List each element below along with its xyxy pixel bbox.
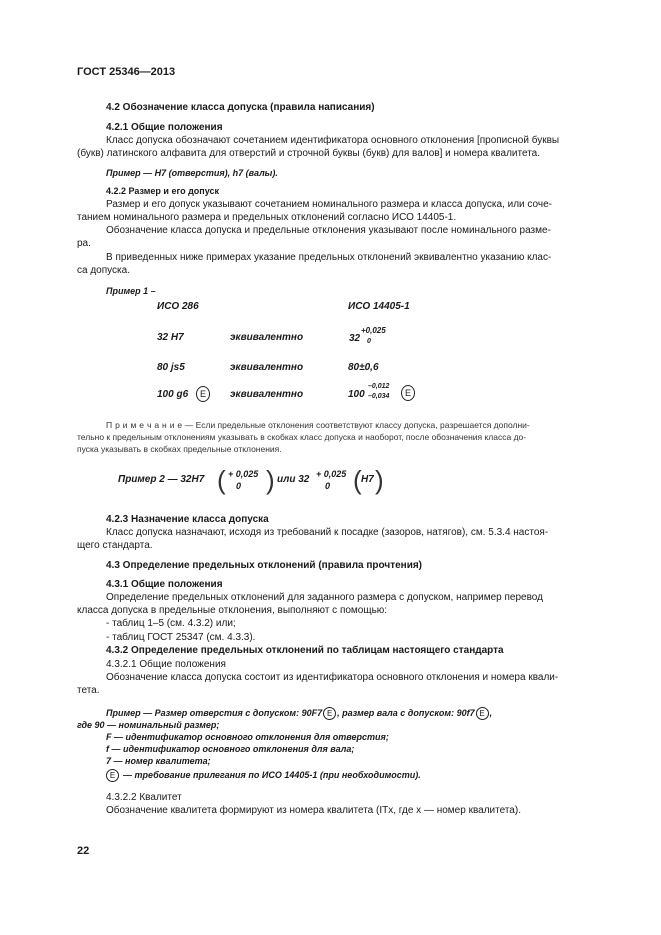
example-2-class: H7 <box>361 474 374 485</box>
example-3-text: Пример — Размер отверстия с допуском: 90F7 <box>106 707 323 718</box>
example-3-line <box>106 707 492 720</box>
open-paren-icon: ( <box>217 465 226 495</box>
example-3-text: , размер вала с допуском: 90f7 <box>337 707 475 718</box>
example-2-or: или 32 <box>277 474 310 485</box>
lower-deviation: 0 <box>367 338 371 345</box>
example-3-line: где 90 — номинальный размер; <box>77 720 220 730</box>
example-1-col-iso286: ИСО 286 <box>157 301 199 312</box>
paragraph-line: танием номинального размера и предельных отклонений согласно ИСО 14405-1. <box>77 212 457 223</box>
envelope-e-icon: E <box>106 769 119 782</box>
paragraph-line: (букв) латинского алфавита для отверстий и строчной буквы (букв) для валов] и номера квалитета. <box>77 148 540 159</box>
page-number: 22 <box>77 845 90 857</box>
paragraph-line: ра. <box>77 238 91 249</box>
example-3-line: 7 — номер квалитета; <box>106 756 211 766</box>
paragraph-line: Размер и его допуск указывают сочетанием номинального размера и класса допуска, или соче- <box>106 199 552 210</box>
section-4-3-title: 4.3 Определение предельных отклонений (правила прочтения) <box>106 560 423 571</box>
example-1-row-mid: эквивалентно <box>230 332 304 343</box>
upper-deviation: –0,012 <box>368 383 390 390</box>
section-4-3-2-title: 4.3.2 Определение предельных отклонений по таблицам настоящего стандарта <box>106 645 504 656</box>
example-1-row-mid: эквивалентно <box>230 389 304 400</box>
note-lead: П р и м е ч а н и е <box>106 420 183 430</box>
example-1-label: Пример 1 – <box>106 286 156 296</box>
paragraph-line: щего стандарта. <box>77 540 153 551</box>
list-item: - таблиц 1–5 (см. 4.3.2) или; <box>106 618 236 629</box>
example-1-row-mid: эквивалентно <box>230 362 304 373</box>
section-4-2-2-title: 4.2.2 Размер и его допуск <box>106 186 220 196</box>
envelope-e-icon: E <box>476 707 489 720</box>
example-3-line <box>106 769 421 782</box>
paragraph-line: Обозначение класса допуска и предельные отклонения указывают после номинального разме- <box>106 225 551 236</box>
upper-deviation: +0,025 <box>361 326 386 335</box>
envelope-e-icon: E <box>323 707 336 720</box>
section-4-3-2-2-title: 4.3.2.2 Квалитет <box>106 792 182 803</box>
example-1-row-right: 32 <box>349 333 361 344</box>
paragraph-line: са допуска. <box>77 265 130 276</box>
document-header: ГОСТ 25346—2013 <box>77 66 176 78</box>
example-1-row-right: 80±0,6 <box>348 362 379 373</box>
section-4-3-1-title: 4.3.1 Общие положения <box>106 579 223 590</box>
note-text: — Если предельные отклонения соответствуют классу допуска, разрешается дополни- <box>182 420 530 430</box>
example-3-text: , <box>489 707 493 718</box>
paragraph-line: Обозначение квалитета формируют из номера квалитета (ITx, где x — номер квалитета). <box>106 805 521 816</box>
example-1-row-left: 80 js5 <box>157 362 185 373</box>
section-4-2-1-title: 4.2.1 Общие положения <box>106 122 223 133</box>
close-paren-icon: ) <box>266 465 275 495</box>
example-1-row-left: 32 H7 <box>157 332 184 343</box>
lower-deviation: –0,034 <box>368 393 390 400</box>
example-1-col-iso14405: ИСО 14405-1 <box>348 301 410 312</box>
envelope-e-icon: E <box>196 386 210 402</box>
envelope-e-icon: E <box>401 385 415 401</box>
lower-deviation: 0 <box>236 481 242 491</box>
paragraph-line: Определение предельных отклонений для заданного размера с допуском, например перевод <box>106 592 543 603</box>
open-paren-icon: ( <box>353 465 362 495</box>
note-line <box>106 420 530 430</box>
paragraph-line: тета. <box>77 685 100 696</box>
paragraph-line: Обозначение класса допуска состоит из идентификатора основного отклонения и номера квали- <box>106 672 559 683</box>
example-1-row-right: 100 <box>348 389 365 400</box>
paragraph-line: Класс допуска обозначают сочетанием идентификатора основного отклонения [прописной буквы <box>106 135 560 146</box>
close-paren-icon: ) <box>375 465 384 495</box>
section-4-2-title: 4.2 Обозначение класса допуска (правила написания) <box>106 102 375 113</box>
example-3-line: f — идентификатор основного отклонения для вала; <box>106 744 355 754</box>
section-4-2-3-title: 4.2.3 Назначение класса допуска <box>106 514 269 525</box>
upper-deviation: + 0,025 <box>316 469 347 479</box>
example-3-line: F — идентификатор основного отклонения для отверстия; <box>106 732 389 742</box>
section-4-3-2-1-title: 4.3.2.1 Общие положения <box>106 659 226 670</box>
example-3-text: — требование прилегания по ИСО 14405-1 (при необходимости). <box>123 769 421 780</box>
note-line: пуска указывать в скобках предельные отклонения. <box>77 444 282 454</box>
note-line: тельно к предельным отклонениям указывать в скобках класс допуска и наоборот, после обозначения класса до- <box>77 432 527 442</box>
example-1-row-left: 100 g6 <box>157 389 189 400</box>
paragraph-line: класса допуска в предельные отклонения, выполняют с помощью: <box>77 605 388 616</box>
paragraph-line: Класс допуска назначают, исходя из требований к посадке (зазоров, натягов), см. 5.3.4 настоя- <box>106 527 549 538</box>
lower-deviation: 0 <box>325 481 331 491</box>
list-item: - таблиц ГОСТ 25347 (см. 4.3.3). <box>106 632 256 643</box>
example-text: Пример — H7 (отверстия), h7 (валы). <box>106 168 278 178</box>
paragraph-line: В приведенных ниже примерах указание предельных отклонений эквивалентно указанию клас- <box>106 252 552 263</box>
upper-deviation: + 0,025 <box>228 469 259 479</box>
example-2-label: Пример 2 — 32H7 <box>118 474 205 485</box>
